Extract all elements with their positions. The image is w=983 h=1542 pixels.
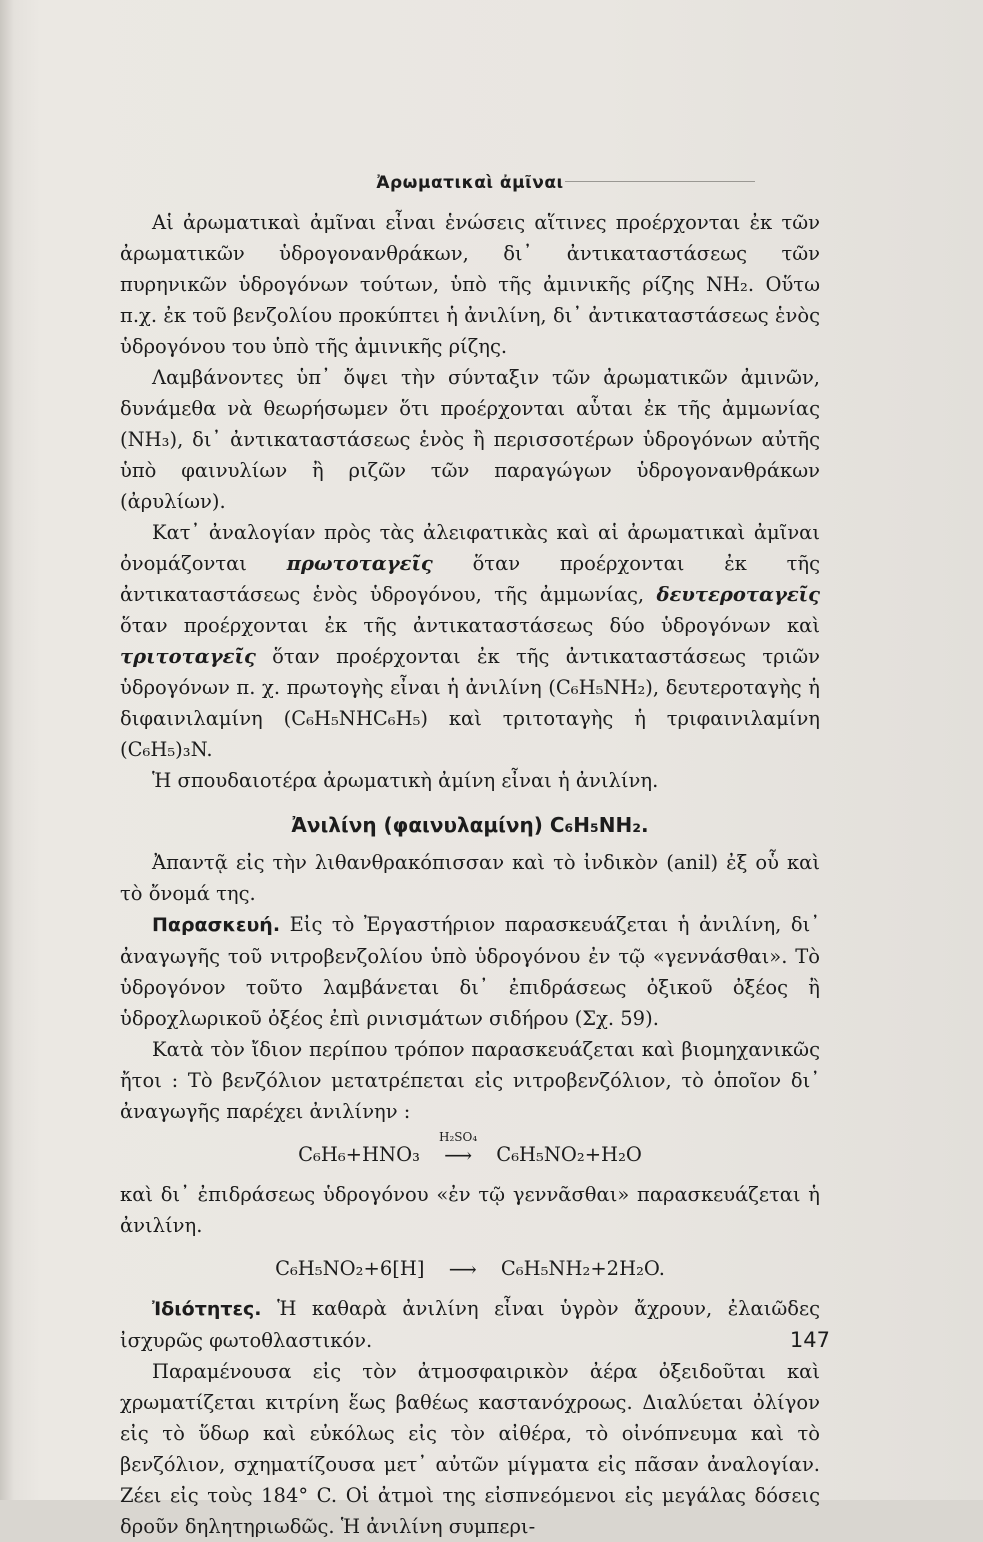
paragraph-behavior: Παραμένουσα εἰς τὸν ἀτμοσφαιρικὸν ἀέρα ὀξειδοῦται καὶ χρωματίζεται κιτρίνη ἕως βαθέως καστανόχροως. Διαλύεται ὀλίγον εἰς τὸ ὕδωρ καὶ εὐκόλως εἰς τὸν αἰθέρα, τὸ οἰνόπνευμα καὶ τὸ βενζόλιον, σχηματίζουσα μετ᾽ αὐτῶν μίγματα εἰς πᾶσαν ἀναλογίαν. Ζέει εἰς τοὺς 184° C. Οἱ ἀτμοὶ της εἰσπνεόμενοι εἰς μεγάλας δόσεις δροῦν δηλητηριωδῶς. Ἡ ἀνιλίνη συμπερι- — [120, 1360, 820, 1538]
eq1-right: C₆H₅NO₂+H₂O — [496, 1143, 642, 1166]
classification-text-c: ὅταν προέρχονται ἐκ τῆς ἀντικαταστάσεως δύο ὑδρογόνων καὶ — [120, 614, 820, 637]
properties-label: Ἰδιότητες. — [152, 1298, 262, 1320]
equation-reduction — [120, 1253, 820, 1285]
eq2-left: C₆H₅NO₂+6[H] — [275, 1257, 425, 1280]
properties-text: Ἡ καθαρὰ ἀνιλίνη εἶναι ὑγρὸν ἄχρουν, ἐλαιῶδες ἰσχυρῶς φωτοθλαστικόν. — [120, 1297, 821, 1352]
eq1-left: C₆H₆+HNO₃ — [298, 1143, 420, 1166]
classification-text-b: ὅταν προέρχονται ἐκ τῆς ἀντικαταστάσεως ἑνὸς ὑδρογόνου, τῆς ἀμμωνίας, — [120, 552, 820, 606]
classification-text-a: Κατ᾽ ἀναλογίαν πρὸς τὰς ἀλειφατικὰς καὶ αἱ ἀρωματικαὶ ἀμῖναι ὀνομάζονται — [120, 521, 820, 575]
paragraph-important-amine: Ἡ σπουδαιοτέρα ἀρωματικὴ ἀμίνη εἶναι ἡ ἀνιλίνη. — [152, 769, 659, 792]
eq1-catalyst: H₂SO₄ — [439, 1130, 478, 1144]
preparation-text: Εἰς τὸ Ἐργαστήριον παρασκευάζεται ἡ ἀνιλίνη, δι᾽ ἀναγωγῆς τοῦ νιτροβενζολίου ὑπὸ ὑδρογόνου ἐν τῷ «γεννάσθαι». Τὸ ὑδρογόνον τοῦτο λαμβάνεται δι᾽ ἐπιδράσεως ὀξικοῦ ὀξέος ἢ ὑδροχλωρικοῦ ὀξέος ἐπὶ ρινισμάτων σιδήρου (Σχ. 59). — [120, 913, 820, 1030]
classification-text-d: ὅταν προέρχονται ἐκ τῆς ἀντικαταστάσεως τριῶν ὑδρογόνων π. χ. πρωτογὴς εἶναι ἡ ἀνιλίνη (C₆H₅NH₂), δευτεροταγὴς ἡ διφαινιλαμίνη (C₆H₅NHC₆H₅) καὶ τριτοταγὴς ἡ τριφαινιλαμίνη (C₆H₅)₃N. — [120, 645, 820, 761]
eq2-right: C₆H₅NH₂+2H₂O. — [500, 1257, 665, 1280]
aniline-heading: Ἀνιλίνη (φαινυλαμίνη) C₆H₅NH₂. — [291, 813, 649, 837]
term-secondary: δευτεροταγεῖς — [656, 583, 820, 606]
paragraph-ammonia: Λαμβάνοντες ὑπ᾽ ὄψει τὴν σύνταξιν τῶν ἀρωματικῶν ἀμινῶν, δυνάμεθα νὰ θεωρήσωμεν ὅτι προέρχονται αὗται ἐκ τῆς ἀμμωνίας (NH₃), δι᾽ ἀντικαταστάσεως ἑνὸς ἢ περισσοτέρων ὑδρογόνων αὐτῆς ὑπὸ φαινυλίων ἢ ριζῶν τῶν παραγώγων ὑδρογονανθράκων (ἀρυλίων). — [120, 366, 820, 513]
equation-nitration — [120, 1130, 820, 1171]
paragraph-intro: Αἱ ἀρωματικαὶ ἀμῖναι εἶναι ἑνώσεις αἵτινες προέρχονται ἐκ τῶν ἀρωματικῶν ὑδρογονανθράκων, δι᾽ ἀντικαταστάσεως τῶν πυρηνικῶν ὑδρογόνων τούτων, ὑπὸ τῆς ἀμινικῆς ρίζης NH₂. Οὕτω π.χ. ἐκ τοῦ βενζολίου προκύπτει ἡ ἀνιλίνη, δι᾽ ἀντικαταστάσεως ἑνὸς ὑδρογόνου του ὑπὸ τῆς ἀμινικῆς ρίζης. — [120, 211, 820, 358]
paragraph-preparation — [120, 909, 820, 1034]
page-content — [120, 168, 820, 1542]
paragraph-industrial: Κατὰ τὸν ἴδιον περίπου τρόπον παρασκευάζεται καὶ βιομηχανικῶς ἤτοι : Τὸ βενζόλιον μετατρέπεται εἰς νιτροβενζόλιον, τὸ ὁποῖον δι᾽ ἀναγωγῆς παρέχει ἀνιλίνην : — [120, 1038, 820, 1123]
paragraph-reduction: καὶ δι᾽ ἐπιδράσεως ὑδρογόνου «ἐν τῷ γεννᾶσθαι» παρασκευάζεται ἡ ἀνιλίνη. — [120, 1183, 820, 1237]
paragraph-classification — [120, 517, 820, 765]
eq2-arrow-group — [431, 1254, 495, 1285]
eq2-arrow: ⟶ — [448, 1258, 477, 1281]
paragraph-properties — [120, 1293, 820, 1356]
term-primary: πρωτοταγεῖς — [286, 552, 433, 575]
term-tertiary: τριτοταγεῖς — [120, 645, 256, 668]
eq1-arrow-group — [426, 1130, 490, 1171]
section-title: Ἀρωματικαὶ ἀμῖναι — [376, 173, 564, 193]
preparation-label: Παρασκευή. — [152, 914, 281, 936]
page-number: 147 — [789, 1328, 830, 1352]
paragraph-occurrence: Ἀπαντᾷ εἰς τὴν λιθανθρακόπισσαν καὶ τὸ ἰνδικὸν (anil) ἐξ οὗ καὶ τὸ ὄνομά της. — [120, 851, 820, 905]
eq1-arrow: ⟶ — [444, 1144, 473, 1167]
